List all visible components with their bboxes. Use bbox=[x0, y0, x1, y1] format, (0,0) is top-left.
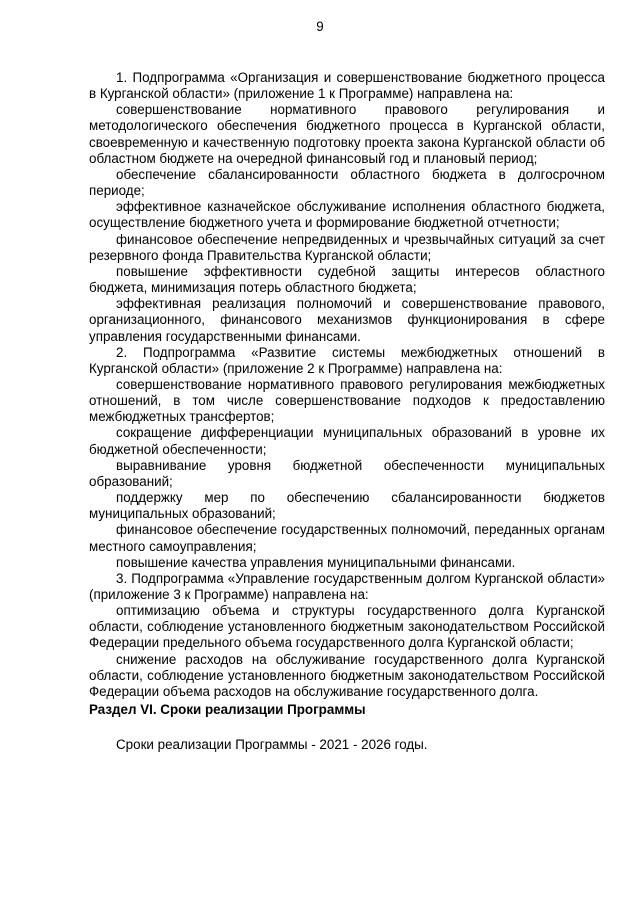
implementation-period-paragraph: Сроки реализации Программы - 2021 - 2026 годы. bbox=[116, 737, 428, 753]
paragraph-subprogram-3: 3. Подпрограмма «Управление государственным долгом Курганской области» (приложение 3 к Программе) направлена на: bbox=[89, 570, 605, 602]
page-number: 9 bbox=[316, 19, 324, 34]
paragraph-item: эффективная реализация полномочий и совершенствование правового, организационного, финансового механизмов функционирования в сфере управления государственными финансами. bbox=[89, 296, 605, 344]
paragraph-item: совершенствование нормативного правового регулирования и методологического обеспечения бюджетного процесса в Курганской области, своевременную и качественную подготовку проекта закона Курганской области об областном бюджете на очередной финансовый год и плановый период; bbox=[89, 102, 605, 166]
paragraph-item: оптимизацию объема и структуры государственного долга Курганской области, соблюдение установленного бюджетным законодательством Российской Федерации предельного объема государственного долга Курганской области; bbox=[89, 603, 605, 651]
paragraph-item: выравнивание уровня бюджетной обеспеченности муниципальных образований; bbox=[89, 457, 605, 489]
paragraph-item: обеспечение сбалансированности областного бюджета в долгосрочном периоде; bbox=[89, 166, 605, 199]
paragraph-item: повышение качества управления муниципальными финансами. bbox=[116, 554, 516, 570]
paragraph-item: финансовое обеспечение непредвиденных и чрезвычайных ситуаций за счет резервного фонда Правительства Курганской области; bbox=[89, 231, 605, 263]
paragraph-item: финансовое обеспечение государственных полномочий, переданных органам местного самоуправления; bbox=[89, 522, 605, 554]
paragraph-item: снижение расходов на обслуживание государственного долга Курганской области, соблюдение установленного бюджетным законодательством Российской Федерации объема расходов на обслуживание государственного долга. bbox=[89, 651, 605, 699]
paragraph-item: поддержку мер по обеспечению сбалансированности бюджетов муниципальных образований; bbox=[89, 490, 605, 522]
paragraph-item: сокращение дифференциации муниципальных образований в уровне их бюджетной обеспеченности; bbox=[89, 425, 605, 457]
document-body bbox=[89, 70, 605, 753]
section-heading: Раздел VI. Сроки реализации Программы bbox=[89, 702, 366, 718]
paragraph-item: повышение эффективности судебной защиты интересов областного бюджета, минимизация потерь областного бюджета; bbox=[89, 263, 605, 296]
paragraph-subprogram-2: 2. Подпрограмма «Развитие системы межбюджетных отношений в Курганской области» (приложение 2 к Программе) направлена на: bbox=[89, 344, 605, 376]
paragraph-subprogram-1: 1. Подпрограмма «Организация и совершенствование бюджетного процесса в Курганской области» (приложение 1 к Программе) направлена на: bbox=[89, 70, 605, 102]
paragraph-item: совершенствование нормативного правового регулирования межбюджетных отношений, в том числе совершенствование подходов к предоставлению межбюджетных трансфертов; bbox=[89, 376, 605, 425]
paragraph-item: эффективное казначейское обслуживание исполнения областного бюджета, осуществление бюджетного учета и формирование бюджетной отчетности; bbox=[89, 199, 605, 231]
